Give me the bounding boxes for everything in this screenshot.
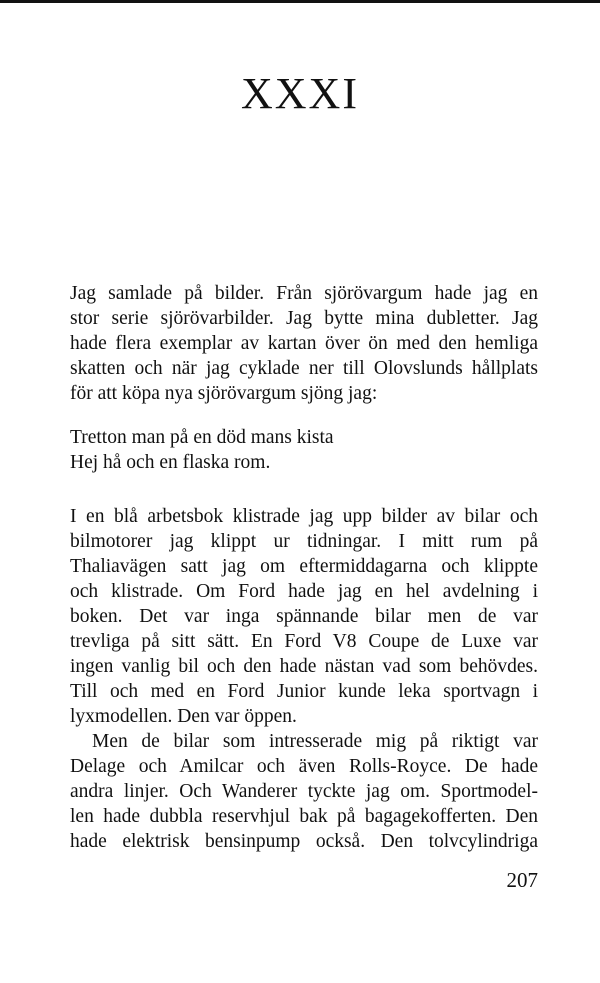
paragraph-2-line: trevliga på sitt sätt. En Ford V8 Coupe de Luxe var xyxy=(70,631,538,652)
paragraph-3-line: len hade dubbla reservhjul bak på bagagekofferten. Den xyxy=(70,806,538,827)
paragraph-2-line: ingen vanlig bil och den hade nästan vad som behövdes. xyxy=(70,656,538,677)
paragraph-1-line: skatten och när jag cyklade ner till Olovslunds hållplats xyxy=(70,358,538,379)
song-verse-line: Hej hå och en flaska rom. xyxy=(70,452,271,473)
paragraph-1-line: Jag samlade på bilder. Från sjörövargum hade jag en xyxy=(70,283,538,304)
paragraph-3-line: hade elektrisk bensinpump också. Den tolvcylindriga xyxy=(70,831,538,852)
paragraph-2-line: bilmotorer jag klippt ur tidningar. I mitt rum på xyxy=(70,531,538,552)
paragraph-1-line: hade flera exemplar av kartan över ön med den hemliga xyxy=(70,333,538,354)
paragraph-2-line: Till och med en Ford Junior kunde leka sportvagn i xyxy=(70,681,538,702)
paragraph-2-line: boken. Det var inga spännande bilar men de var xyxy=(70,606,538,627)
paragraph-2-line: och klistrade. Om Ford hade jag en hel avdelning i xyxy=(70,581,538,602)
paragraph-2-line: I en blå arbetsbok klistrade jag upp bilder av bilar och xyxy=(70,506,538,527)
chapter-heading: XXXI xyxy=(241,69,359,118)
song-verse-line: Tretton man på en död mans kista xyxy=(70,427,334,448)
paragraph-2-line: Thaliavägen satt jag om eftermiddagarna och klippte xyxy=(70,556,538,577)
top-edge-rule xyxy=(0,0,600,3)
paragraph-2-line: lyxmodellen. Den var öppen. xyxy=(70,706,297,727)
paragraph-1-line: för att köpa nya sjörövargum sjöng jag: xyxy=(70,383,378,404)
paragraph-1-line: stor serie sjörövarbilder. Jag bytte mina dubletter. Jag xyxy=(70,308,538,329)
paragraph-3-line: Delage och Amilcar och även Rolls-Royce. De hade xyxy=(70,756,538,777)
paragraph-3-line: Men de bilar som intresserade mig på riktigt var xyxy=(92,731,538,752)
paragraph-3-line: andra linjer. Och Wanderer tyckte jag om. Sportmodel- xyxy=(70,781,538,802)
page-number: 207 xyxy=(506,868,538,892)
